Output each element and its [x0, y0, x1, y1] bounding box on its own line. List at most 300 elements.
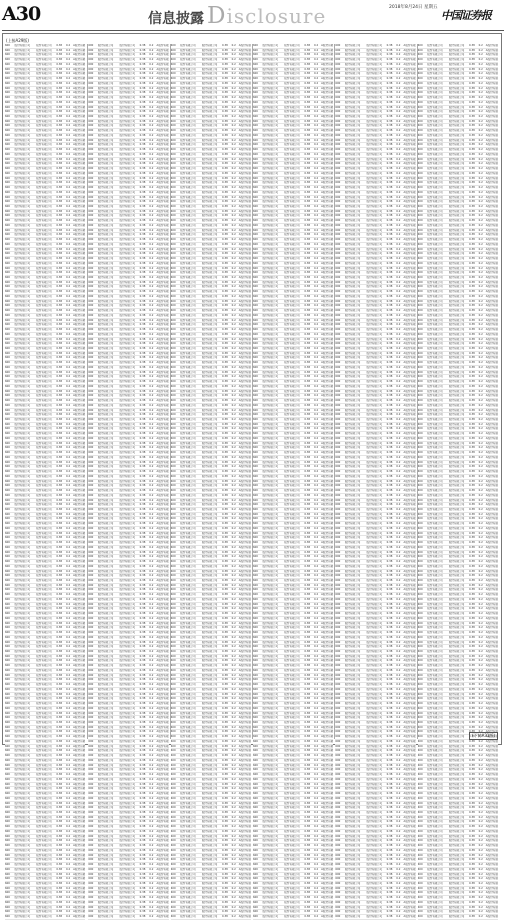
table-cell: 0.2	[231, 44, 236, 47]
table-cell: 600	[88, 337, 94, 341]
table-cell: 0.2	[231, 403, 236, 407]
table-cell: 600	[5, 825, 10, 829]
table-cell: 600	[88, 896, 94, 900]
table-cell: A股份有限	[238, 418, 251, 422]
table-cell: 0.38	[139, 418, 146, 422]
table-cell: 股份有限公司	[119, 365, 136, 369]
table-cell: 0.38	[221, 825, 228, 829]
table-cell: 股份有限公司	[97, 167, 114, 171]
table-cell: 0.2	[231, 129, 236, 133]
table-cell: A股份有限	[73, 58, 86, 62]
table-cell: 股份有限公司	[201, 323, 218, 327]
table-cell: 0.38	[304, 664, 311, 668]
table-cell: 股份有限公司	[284, 252, 300, 256]
table-cell: 600	[5, 721, 10, 725]
table-cell: 0.2	[231, 910, 236, 914]
table-cell: 0.2	[65, 484, 71, 488]
table-cell: A股份有限	[321, 507, 334, 511]
table-cell: 0.2	[149, 313, 154, 317]
table-cell: 0.38	[304, 730, 311, 734]
table-cell: 股份有限公司	[180, 460, 196, 464]
table-cell: 股份有限公司	[36, 474, 52, 478]
table-column	[252, 44, 334, 919]
table-cell: A股份有限	[156, 678, 169, 682]
table-cell: 0.2	[313, 451, 319, 455]
table-column	[170, 44, 251, 919]
table-cell: 股份有限公司	[119, 820, 136, 824]
table-cell: 0.38	[221, 578, 228, 582]
table-cell: 600	[5, 200, 10, 204]
table-cell: 0.38	[221, 844, 228, 848]
table-cell: 0.38	[139, 186, 146, 190]
table-cell: 600	[5, 588, 10, 592]
table-cell: A股份有限	[73, 730, 86, 734]
table-cell: 0.38	[139, 285, 146, 289]
table-cell: 0.2	[65, 365, 71, 369]
table-cell: 股份有限公司	[97, 162, 114, 166]
table-cell: 0.38	[221, 62, 228, 66]
table-cell: 0.2	[65, 290, 71, 294]
table-cell: A股份有限	[156, 721, 169, 725]
table-cell: 股份有限公司	[119, 678, 136, 682]
table-cell: 股份有限公司	[180, 735, 196, 739]
table-cell: 600	[170, 100, 176, 104]
table-cell: 0.38	[221, 432, 228, 436]
table-cell: A股份有限	[238, 806, 251, 810]
table-cell: 0.2	[65, 105, 71, 109]
table-cell: 0.38	[304, 526, 311, 530]
table-cell: 0.2	[313, 744, 319, 748]
table-cell: 股份有限公司	[201, 796, 218, 800]
table-cell: 股份有限公司	[180, 309, 196, 313]
table-cell: 股份有限公司	[36, 271, 52, 275]
table-cell: 600	[170, 200, 176, 204]
table-cell: A股份有限	[238, 489, 251, 493]
table-cell: 600	[253, 531, 258, 535]
table-cell: 0.2	[313, 588, 319, 592]
table-cell: 600	[5, 105, 10, 109]
table-cell: 0.2	[231, 881, 236, 885]
table-cell: 0.38	[221, 507, 228, 511]
table-cell: 0.2	[149, 555, 154, 559]
table-cell: A股份有限	[238, 309, 251, 313]
table-cell: 股份有限公司	[201, 470, 218, 474]
table-cell: A股份有限	[73, 522, 86, 526]
table-cell: 股份有限公司	[201, 48, 218, 52]
table-cell: A股份有限	[73, 365, 86, 369]
table-cell: A股份有限	[321, 678, 334, 682]
table-cell: 600	[5, 261, 10, 265]
table-cell: A股份有限	[238, 711, 251, 715]
table-cell: 股份有限公司	[14, 517, 31, 521]
table-cell: 0.38	[304, 48, 311, 52]
table-cell: 股份有限公司	[180, 124, 196, 128]
table-cell: A股份有限	[73, 204, 86, 208]
table-cell: 600	[88, 541, 94, 545]
table-cell: 0.38	[139, 356, 146, 360]
table-cell: A股份有限	[156, 829, 169, 833]
table-cell: 股份有限公司	[180, 105, 196, 109]
table-cell: 股份有限公司	[201, 413, 218, 417]
table-cell: 0.2	[149, 872, 154, 876]
table-cell: A股份有限	[156, 124, 169, 128]
table-cell: 0.2	[313, 479, 319, 483]
table-cell: 0.2	[231, 96, 236, 100]
table-cell: A股份有限	[73, 721, 86, 725]
table-cell: 股份有限公司	[14, 744, 31, 748]
table-cell: 股份有限公司	[36, 247, 52, 251]
table-cell: 股份有限公司	[180, 356, 196, 360]
table-cell: 0.38	[304, 384, 311, 388]
table-cell: A股份有限	[238, 257, 251, 261]
table-cell: 600	[5, 631, 10, 635]
table-cell: 0.38	[304, 725, 311, 729]
table-cell: 股份有限公司	[14, 910, 31, 914]
table-cell: 0.38	[221, 219, 228, 223]
table-cell: A股份有限	[321, 408, 334, 412]
table-cell: A股份有限	[321, 171, 334, 175]
table-cell: 0.38	[139, 706, 146, 710]
table-cell: 0.38	[221, 697, 228, 701]
table-cell: 股份有限公司	[262, 328, 279, 332]
table-cell: 股份有限公司	[97, 744, 114, 748]
table-cell: 600	[5, 806, 10, 810]
table-cell: 股份有限公司	[14, 171, 31, 175]
table-cell: A股份有限	[156, 427, 169, 431]
table-cell: 600	[5, 219, 10, 223]
table-cell: 股份有限公司	[119, 493, 136, 497]
table-cell: 股份有限公司	[201, 223, 218, 227]
table-cell: 股份有限公司	[14, 825, 31, 829]
table-cell: 股份有限公司	[97, 451, 114, 455]
table-cell: A股份有限	[321, 441, 334, 445]
table-cell: 600	[88, 848, 94, 852]
table-cell: 600	[253, 659, 258, 663]
table-cell: 0.38	[139, 773, 146, 777]
table-cell: 0.2	[149, 834, 154, 838]
table-cell: 股份有限公司	[36, 219, 52, 223]
table-cell: A股份有限	[156, 81, 169, 85]
table-cell: 0.2	[149, 668, 154, 672]
table-cell: 0.38	[56, 167, 63, 171]
table-cell: 0.2	[149, 697, 154, 701]
table-cell: 0.38	[56, 650, 63, 653]
table-cell: 股份有限公司	[180, 100, 196, 104]
table-cell: 股份有限公司	[119, 441, 136, 445]
table-cell: 600	[88, 186, 94, 190]
table-cell: 0.2	[313, 285, 319, 289]
table-cell: 600	[5, 238, 10, 242]
table-cell: 0.2	[149, 782, 154, 786]
table-cell: 股份有限公司	[97, 304, 114, 308]
table-cell: A股份有限	[321, 86, 334, 90]
table-cell: A股份有限	[238, 403, 251, 407]
table-cell: 0.38	[221, 228, 228, 232]
table-cell: A股份有限	[321, 687, 334, 691]
table-cell: 股份有限公司	[180, 583, 196, 587]
table-cell: 股份有限公司	[14, 294, 31, 298]
table-cell: 股份有限公司	[14, 238, 31, 242]
table-cell: 0.2	[65, 754, 71, 758]
table-cell: 0.38	[56, 252, 63, 256]
table-cell: 股份有限公司	[14, 512, 31, 516]
table-cell: 0.38	[56, 318, 63, 322]
table-cell: 600	[5, 413, 10, 417]
table-cell: A股份有限	[321, 384, 334, 388]
table-cell: 0.38	[304, 195, 311, 199]
table-cell: 0.38	[56, 110, 63, 114]
table-cell: A股份有限	[156, 72, 169, 76]
table-cell: 0.2	[313, 569, 319, 573]
table-cell: 600	[170, 342, 176, 346]
table-cell: A股份有限	[156, 309, 169, 313]
table-cell: A股份有限	[321, 328, 334, 332]
table-cell: 0.2	[149, 446, 154, 450]
table-cell: 股份有限公司	[201, 328, 218, 332]
table-cell: 0.2	[231, 697, 236, 701]
table-cell: A股份有限	[238, 749, 251, 753]
table-cell: 600	[253, 422, 258, 426]
table-cell: 0.2	[149, 498, 154, 502]
table-cell: 0.2	[231, 834, 236, 838]
table-cell: 股份有限公司	[14, 550, 31, 554]
table-cell: A股份有限	[73, 332, 86, 336]
table-cell: 股份有限公司	[14, 48, 31, 52]
table-cell: A股份有限	[156, 777, 169, 781]
table-cell: A股份有限	[73, 872, 86, 876]
table-cell: 0.2	[149, 512, 154, 516]
table-cell: 股份有限公司	[262, 782, 279, 786]
table-cell: A股份有限	[73, 626, 86, 630]
table-cell: 股份有限公司	[284, 323, 300, 327]
table-cell: 股份有限公司	[119, 280, 136, 284]
table-cell: 股份有限公司	[97, 275, 114, 279]
table-cell: 股份有限公司	[284, 304, 300, 308]
table-cell: A股份有限	[156, 545, 169, 549]
table-cell: 股份有限公司	[201, 474, 218, 478]
table-cell: 0.38	[304, 721, 311, 725]
table-cell: 0.38	[221, 721, 228, 725]
table-cell: 股份有限公司	[14, 328, 31, 332]
table-cell: 股份有限公司	[180, 825, 196, 829]
table-cell: 0.2	[149, 375, 154, 379]
table-cell: 0.38	[139, 810, 146, 814]
table-cell: 股份有限公司	[97, 512, 114, 516]
table-cell: 0.38	[139, 181, 146, 185]
table-cell: 股份有限公司	[97, 583, 114, 587]
table-cell: A股份有限	[156, 787, 169, 791]
table-cell: A股份有限	[156, 517, 169, 521]
table-cell: 0.38	[56, 294, 63, 298]
table-cell: A股份有限	[238, 427, 251, 431]
table-cell: 股份有限公司	[262, 484, 279, 488]
table-cell: 股份有限公司	[97, 612, 114, 616]
table-cell: 股份有限公司	[284, 522, 300, 526]
table-cell: 股份有限公司	[284, 313, 300, 317]
table-cell: 0.2	[65, 422, 71, 426]
table-cell: 0.38	[139, 498, 146, 502]
table-cell: 0.2	[313, 176, 319, 180]
table-cell: 0.38	[56, 853, 63, 857]
table-cell: 股份有限公司	[180, 342, 196, 346]
table-cell: 0.38	[221, 706, 228, 710]
table-cell: 600	[5, 124, 10, 128]
table-cell: 股份有限公司	[284, 176, 300, 180]
table-cell: 股份有限公司	[201, 44, 218, 47]
table-cell: 0.2	[65, 678, 71, 682]
table-cell: A股份有限	[321, 451, 334, 455]
table-cell: 股份有限公司	[36, 915, 52, 919]
table-cell: A股份有限	[73, 692, 86, 696]
table-cell: 股份有限公司	[36, 673, 52, 677]
table-cell: 600	[88, 181, 94, 185]
table-cell: 0.2	[149, 484, 154, 488]
table-cell: A股份有限	[321, 62, 334, 66]
table-cell: 600	[5, 541, 10, 545]
table-cell: 0.2	[231, 460, 236, 464]
table-cell: 600	[5, 564, 10, 568]
table-cell: 股份有限公司	[201, 881, 218, 885]
table-cell: 600	[170, 569, 176, 573]
table-cell: 0.38	[56, 370, 63, 374]
table-cell: 600	[253, 455, 258, 459]
table-cell: 股份有限公司	[119, 432, 136, 436]
table-cell: 股份有限公司	[14, 152, 31, 156]
table-cell: 0.2	[149, 77, 154, 81]
table-cell: 0.38	[221, 829, 228, 833]
table-cell: 0.2	[231, 853, 236, 857]
table-cell: 股份有限公司	[201, 190, 218, 194]
table-cell: 股份有限公司	[14, 62, 31, 66]
table-cell: 股份有限公司	[36, 891, 52, 895]
table-cell: A股份有限	[321, 612, 334, 616]
table-cell: A股份有限	[321, 522, 334, 526]
table-cell: 0.38	[56, 848, 63, 852]
table-cell: A股份有限	[73, 219, 86, 223]
table-cell: 股份有限公司	[201, 176, 218, 180]
table-cell: A股份有限	[321, 427, 334, 431]
table-cell: 600	[88, 408, 94, 412]
table-cell: 0.38	[56, 730, 63, 734]
table-cell: 0.2	[149, 455, 154, 459]
table-cell: 0.2	[65, 886, 71, 890]
table-cell: 股份有限公司	[180, 602, 196, 606]
table-cell: 0.38	[304, 470, 311, 474]
table-cell: 0.2	[149, 545, 154, 549]
table-cell: A股份有限	[238, 744, 251, 748]
table-cell: 股份有限公司	[36, 493, 52, 497]
table-cell: 股份有限公司	[201, 536, 218, 540]
table-cell: 股份有限公司	[36, 583, 52, 587]
table-cell: A股份有限	[156, 233, 169, 237]
table-cell: 股份有限公司	[119, 730, 136, 734]
table-cell: 股份有限公司	[180, 493, 196, 497]
table-cell: 0.38	[56, 77, 63, 81]
table-cell: A股份有限	[156, 209, 169, 213]
table-cell: 股份有限公司	[262, 470, 279, 474]
table-cell: 0.2	[65, 735, 71, 739]
table-cell: 股份有限公司	[14, 451, 31, 455]
table-cell: A股份有限	[156, 171, 169, 175]
table-cell: A股份有限	[156, 848, 169, 852]
table-cell: 0.2	[65, 347, 71, 350]
table-cell: 股份有限公司	[119, 621, 136, 625]
table-cell: 0.2	[149, 848, 154, 852]
table-cell: 股份有限公司	[14, 839, 31, 843]
table-cell: 0.2	[149, 223, 154, 227]
table-cell: 0.38	[56, 157, 63, 161]
table-cell: 0.38	[221, 787, 228, 791]
table-cell: 0.2	[65, 129, 71, 133]
table-cell: 0.38	[56, 242, 63, 246]
table-cell: 600	[5, 96, 10, 100]
table-cell: 股份有限公司	[119, 465, 136, 469]
table-cell: 0.2	[231, 725, 236, 729]
table-cell: 600	[170, 119, 176, 123]
table-cell: 股份有限公司	[36, 242, 52, 246]
table-cell: 0.38	[304, 190, 311, 194]
table-cell: 股份有限公司	[180, 489, 196, 493]
table-cell: 0.38	[221, 531, 228, 535]
table-cell: A股份有限	[73, 735, 86, 739]
table-cell: A股份有限	[321, 716, 334, 720]
table-cell: 0.38	[139, 853, 146, 857]
table-cell: 0.2	[65, 716, 71, 720]
table-cell: 股份有限公司	[36, 735, 52, 739]
table-cell: 0.38	[304, 266, 311, 270]
table-cell: A股份有限	[156, 200, 169, 204]
table-cell: 0.2	[65, 877, 71, 881]
table-cell: 600	[253, 678, 258, 682]
table-cell: 600	[253, 763, 258, 767]
table-cell: 股份有限公司	[14, 413, 31, 417]
table-cell: A股份有限	[156, 593, 169, 597]
table-cell: 600	[88, 356, 94, 360]
table-cell: 股份有限公司	[97, 522, 114, 526]
table-cell: A股份有限	[238, 498, 251, 502]
table-cell: 股份有限公司	[180, 261, 196, 265]
table-cell: 0.38	[221, 257, 228, 261]
table-cell: 股份有限公司	[119, 53, 136, 57]
table-cell: 0.2	[65, 602, 71, 606]
table-cell: 0.2	[231, 621, 236, 625]
table-cell: 600	[88, 119, 94, 123]
table-cell: A股份有限	[238, 181, 251, 185]
table-cell: 0.38	[221, 673, 228, 677]
table-cell: 0.38	[304, 86, 311, 90]
table-cell: 600	[88, 96, 94, 100]
table-cell: A股份有限	[156, 176, 169, 180]
table-cell: 0.2	[65, 659, 71, 663]
table-cell: 0.2	[313, 635, 319, 639]
table-cell: 0.2	[313, 67, 319, 71]
table-cell: 股份有限公司	[180, 403, 196, 407]
table-cell: 0.2	[65, 91, 71, 95]
table-cell: 0.2	[149, 858, 154, 862]
table-cell: 0.2	[65, 507, 71, 511]
table-cell: 0.2	[65, 271, 71, 275]
table-cell: 股份有限公司	[36, 176, 52, 180]
table-cell: A股份有限	[73, 844, 86, 848]
table-cell: 0.38	[221, 782, 228, 786]
table-cell: 0.38	[304, 578, 311, 582]
table-cell: 0.2	[231, 418, 236, 422]
table-cell: 股份有限公司	[180, 484, 196, 488]
table-cell: 600	[88, 645, 94, 649]
table-cell: 600	[5, 394, 10, 398]
table-cell: 0.38	[56, 67, 63, 71]
table-cell: 股份有限公司	[201, 432, 218, 436]
